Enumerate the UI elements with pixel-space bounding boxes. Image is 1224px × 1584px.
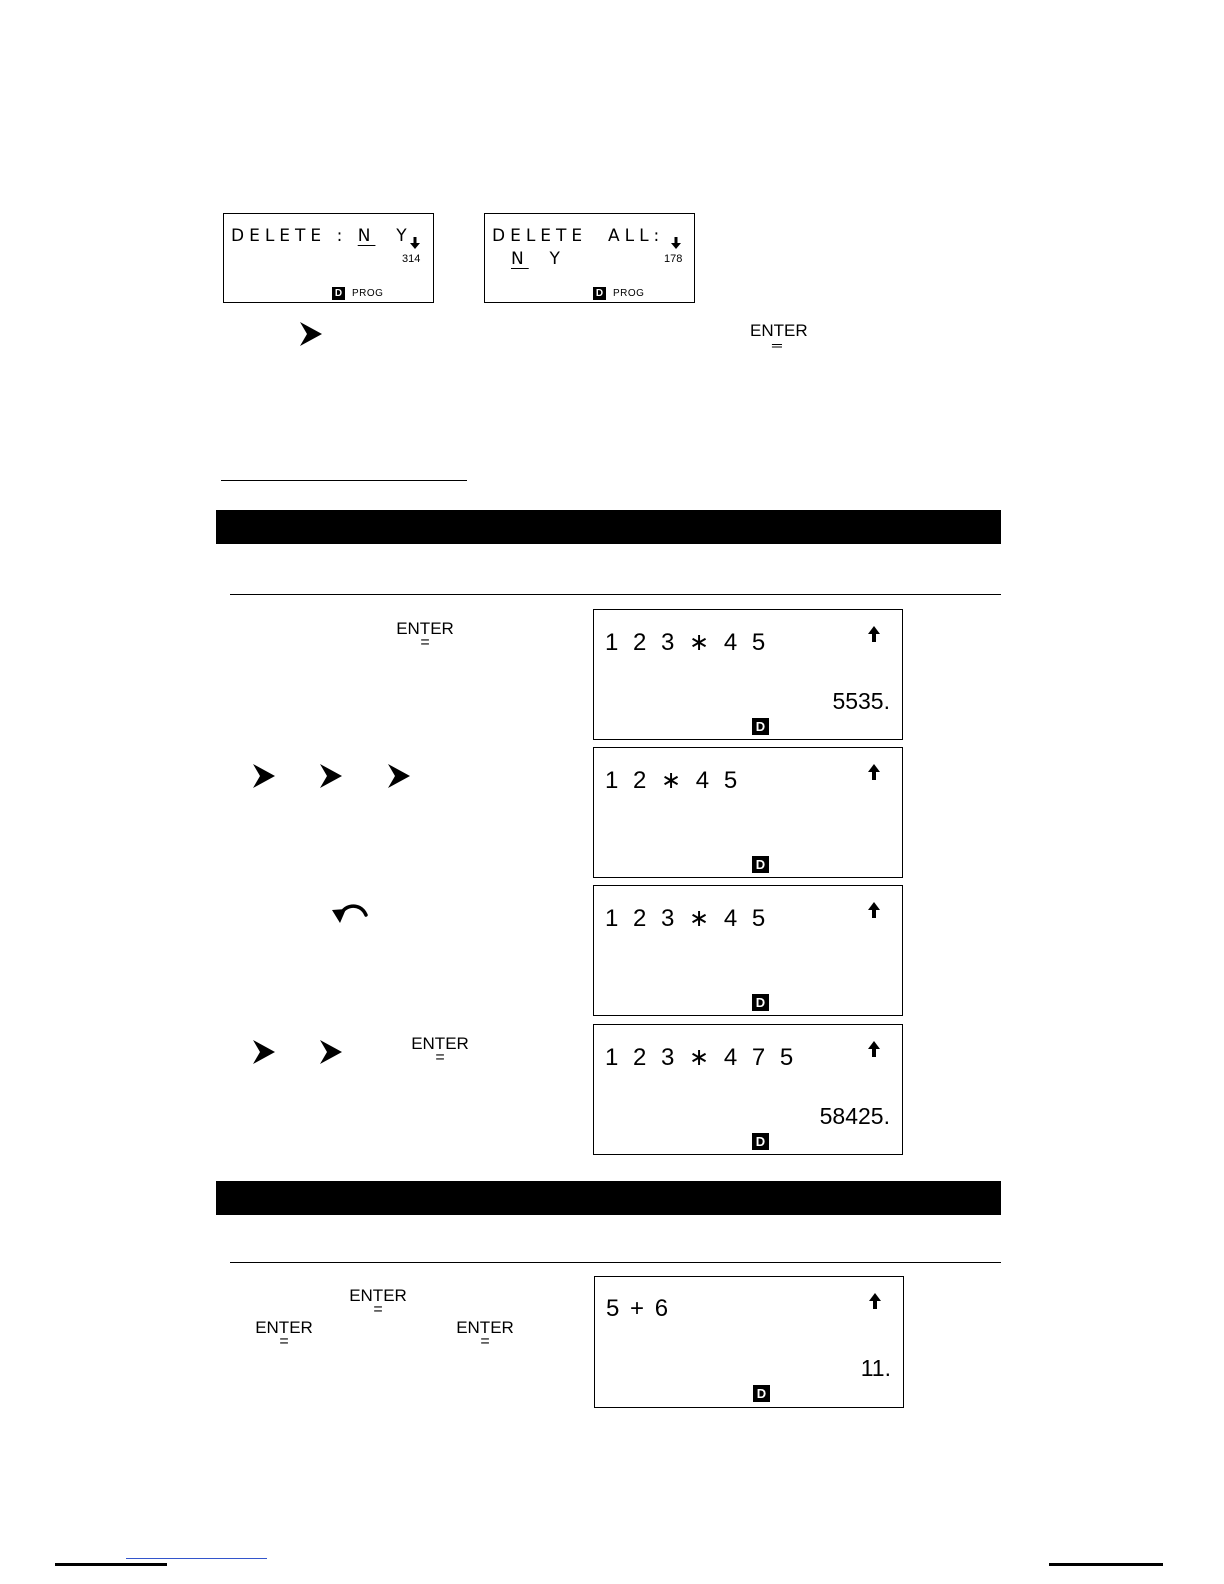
mode-badge: D: [752, 1133, 769, 1150]
footer-bar-right: [1049, 1563, 1163, 1566]
delete-screen: [223, 213, 434, 303]
enter-equals: =: [279, 1333, 289, 1350]
enter-key: [452, 1319, 518, 1348]
section-header-bar: [216, 510, 1001, 544]
right-arrow-icon: [318, 1038, 344, 1066]
right-arrow-icon: [251, 762, 277, 790]
option-n: N: [511, 249, 529, 269]
delete-all-screen: [484, 213, 695, 303]
enter-label: ENTER: [750, 321, 808, 340]
delete-all-prompt: DELETE ALL:: [492, 226, 665, 246]
example-rule: [230, 1262, 1001, 1263]
prog-indicator: PROG: [613, 288, 645, 299]
enter-label: ENTER: [349, 1286, 407, 1305]
option-n: N: [357, 226, 376, 246]
delete-all-options: [511, 249, 565, 269]
down-arrow-icon: [410, 237, 420, 249]
enter-key: [251, 1319, 317, 1348]
right-arrow-icon: [318, 762, 344, 790]
footer-bar-left: [55, 1563, 167, 1566]
right-arrow-icon: [251, 1038, 277, 1066]
enter-label: ENTER: [411, 1034, 469, 1053]
right-arrow-icon: [298, 320, 324, 348]
expression: 1 2 3 ∗ 4 5: [605, 905, 770, 932]
right-arrow-icon: [386, 762, 412, 790]
enter-label: ENTER: [255, 1318, 313, 1337]
up-arrow-icon: [866, 762, 882, 782]
enter-key: [345, 1287, 411, 1316]
section-rule: [221, 480, 467, 481]
mode-badge: D: [593, 287, 606, 300]
calc-display-5: [594, 1276, 904, 1408]
enter-equals: =: [420, 634, 430, 651]
enter-key: [750, 321, 808, 353]
delete-prompt: DELETE : N Y: [231, 226, 412, 246]
down-arrow-icon: [671, 237, 681, 249]
result: 5535.: [832, 688, 890, 714]
result: 58425.: [819, 1103, 890, 1129]
expression: 1 2 3 ∗ 4 7 5: [605, 1044, 798, 1071]
section-header-bar: [216, 1181, 1001, 1215]
enter-key: [407, 1035, 473, 1064]
expression: 1 2 3 ∗ 4 5: [605, 629, 770, 656]
calc-display-1: [593, 609, 903, 740]
up-arrow-icon: [866, 900, 882, 920]
step-count: 178: [664, 253, 683, 265]
prog-indicator: PROG: [352, 288, 384, 299]
mode-badge: D: [752, 994, 769, 1011]
option-y: Y: [396, 226, 412, 246]
footer-link-line: [126, 1558, 267, 1559]
calc-display-2: [593, 747, 903, 878]
mode-badge: D: [753, 1385, 770, 1402]
mode-badge: D: [752, 856, 769, 873]
option-y: Y: [549, 249, 565, 269]
up-arrow-icon: [867, 1291, 883, 1311]
up-arrow-icon: [866, 624, 882, 644]
expression: 5 + 6: [606, 1295, 671, 1322]
result: 11.: [860, 1355, 891, 1381]
enter-label: ENTER: [456, 1318, 514, 1337]
expression: 1 2 ∗ 4 5: [605, 767, 742, 794]
enter-equals: =: [373, 1301, 383, 1318]
enter-equals: =: [480, 1333, 490, 1350]
up-arrow-icon: [866, 1039, 882, 1059]
undo-icon: [330, 897, 370, 925]
calc-display-4: [593, 1024, 903, 1155]
example-rule: [230, 594, 1001, 595]
enter-equals: ═: [772, 337, 782, 353]
mode-badge: D: [752, 718, 769, 735]
enter-label: ENTER: [396, 619, 454, 638]
mode-badge: D: [332, 287, 345, 300]
step-count: 314: [402, 253, 421, 265]
enter-key: [392, 620, 458, 649]
calc-display-3: [593, 885, 903, 1016]
enter-equals: =: [435, 1049, 445, 1066]
